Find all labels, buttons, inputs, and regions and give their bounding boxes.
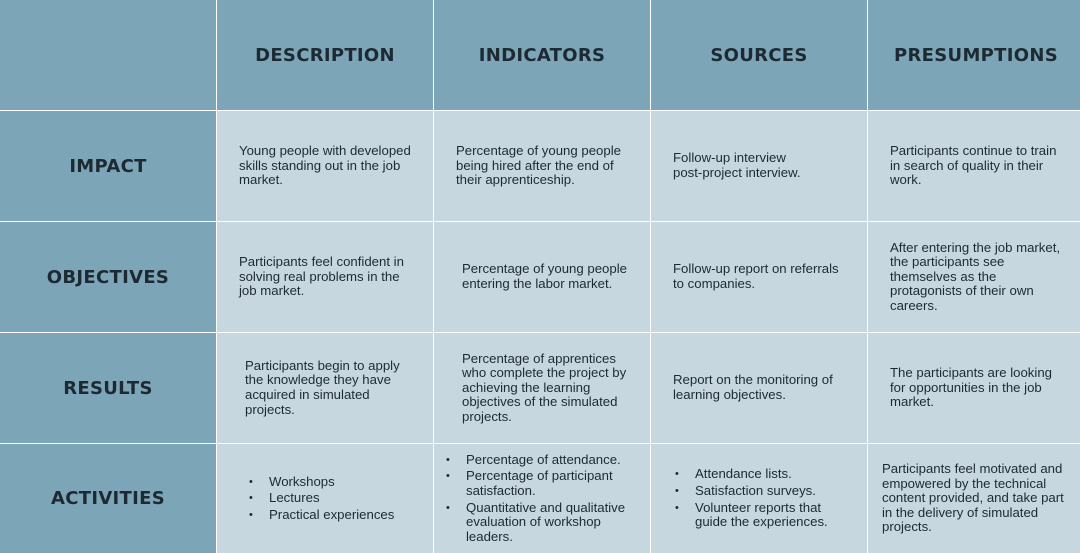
list-item (440, 469, 636, 498)
column-header-description: DESCRIPTION (217, 0, 433, 110)
column-header-sources: SOURCES (651, 0, 867, 110)
results-description (217, 333, 433, 443)
activities-description (217, 444, 433, 553)
impact-indicators (434, 111, 650, 221)
list-item (243, 508, 394, 523)
list-item (669, 484, 853, 499)
impact-sources-text (673, 151, 801, 180)
results-sources (651, 333, 867, 443)
objectives-description (217, 222, 433, 332)
results-description-text: Participants begin to apply the knowledge they have acquired in simulated projects. (245, 357, 400, 417)
bullet-icon: • (249, 492, 253, 505)
activities-indicators-list (440, 451, 636, 547)
objectives-description-text: Participants feel confident in solving real problems in the job market. (239, 254, 404, 299)
list-item (243, 491, 394, 506)
bullet-icon: • (675, 484, 679, 497)
activities-presumptions (868, 444, 1080, 553)
column-header-indicators: INDICATORS (434, 0, 650, 110)
list-item-text: Satisfaction surveys. (695, 482, 816, 498)
objectives-presumptions-text: After entering the job market, the participants see themselves as the protagonists of their own careers. (890, 239, 1061, 313)
objectives-sources-text: Follow-up report on referrals to companies. (673, 261, 839, 291)
list-item-text: Quantitative and qualitative evaluation of workshop leaders. (466, 499, 626, 544)
list-item-text: Volunteer reports that guide the experiences. (695, 499, 828, 530)
row-header-impact: IMPACT (0, 111, 216, 221)
list-item-text: Workshops (269, 473, 335, 489)
impact-presumptions (868, 111, 1080, 221)
impact-indicators-text: Percentage of young people being hired after the end of their apprenticeship. (456, 143, 621, 188)
impact-presumptions-text: Participants continue to train in search of quality in their work. (890, 143, 1057, 188)
objectives-indicators (434, 222, 650, 332)
list-item (243, 475, 394, 490)
impact-sources-line-1: Follow-up interview (673, 150, 786, 166)
list-item (669, 501, 853, 530)
bullet-icon: • (446, 453, 450, 466)
activities-sources-list (669, 465, 853, 531)
list-item-text: Attendance lists. (695, 466, 792, 482)
list-item (440, 501, 636, 545)
list-item (669, 467, 853, 482)
results-indicators (434, 333, 650, 443)
activities-indicators (434, 444, 650, 553)
column-header-presumptions: PRESUMPTIONS (868, 0, 1080, 110)
list-item-text: Percentage of participant satisfaction. (466, 468, 613, 498)
list-item (440, 453, 636, 468)
impact-description (217, 111, 433, 221)
results-presumptions-text: The participants are looking for opportunities in the job market. (890, 365, 1053, 410)
activities-description-list (243, 473, 394, 525)
impact-sources-line-2: post-project interview. (673, 165, 801, 180)
results-presumptions (868, 333, 1080, 443)
objectives-sources (651, 222, 867, 332)
bullet-icon: • (675, 501, 679, 514)
row-header-results: RESULTS (0, 333, 216, 443)
impact-sources (651, 111, 867, 221)
bullet-icon: • (446, 501, 450, 514)
list-item-text: Lectures (269, 490, 320, 506)
bullet-icon: • (446, 470, 450, 483)
bullet-icon: • (249, 508, 253, 521)
results-sources-text: Report on the monitoring of learning objectives. (673, 372, 833, 402)
bullet-icon: • (675, 468, 679, 481)
bullet-icon: • (249, 475, 253, 488)
activities-sources (651, 444, 867, 553)
objectives-presumptions (868, 222, 1080, 332)
row-header-activities: ACTIVITIES (0, 444, 216, 553)
row-header-objectives: OBJECTIVES (0, 222, 216, 332)
corner-cell (0, 0, 216, 110)
list-item-text: Percentage of attendance. (466, 451, 621, 467)
impact-description-text: Young people with developed skills standing out in the job market. (239, 143, 411, 188)
objectives-indicators-text: Percentage of young people entering the labor market. (462, 261, 627, 291)
list-item-text: Practical experiences (269, 506, 395, 522)
activities-presumptions-text: Participants feel motivated and empowered by the technical content provided, and take part in the delivery of simulated projects. (882, 461, 1064, 535)
results-indicators-text: Percentage of apprentices who complete the project by achieving the learning objectives of the simulated projects. (462, 350, 627, 424)
